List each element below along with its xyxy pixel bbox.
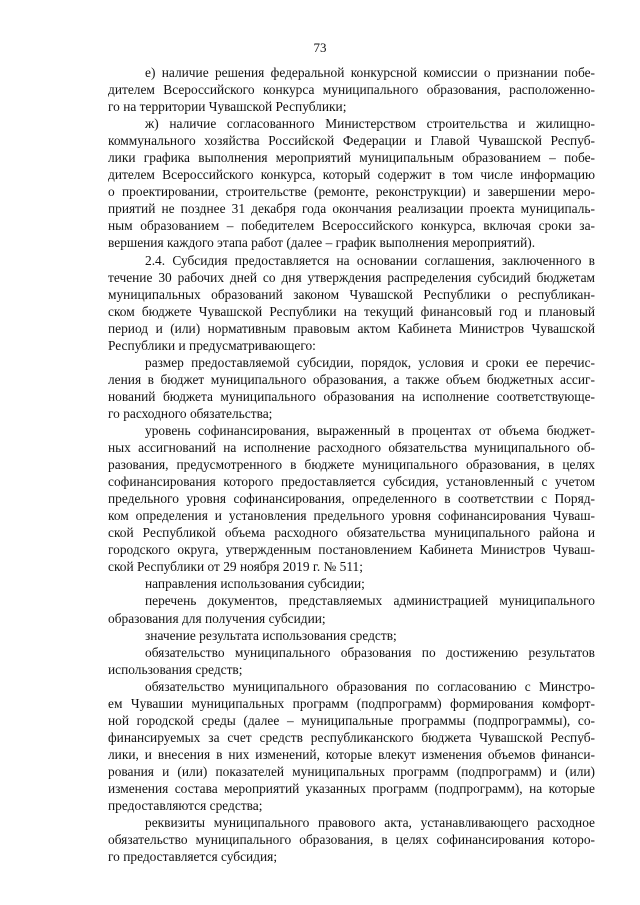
text-line: рования и (или) показателей муниципальных программ (подпрограмм) и (или) (108, 763, 595, 779)
paragraph-e (108, 64, 595, 115)
text-line: перечень документов, представляемых администрацией муниципального (145, 593, 595, 609)
text-line: обязательство муниципального образования, в целях софинансирования которо- (108, 832, 595, 848)
text-line: направления использования субсидии; (145, 576, 365, 592)
paragraph-usage-directions (108, 575, 595, 592)
text-line: размер предоставляемой субсидии, порядок, условия и сроки ее перечис- (145, 354, 595, 370)
text-line: предоставляются средства; (108, 798, 263, 814)
paragraph-requisites (108, 814, 595, 865)
text-line: коммунального хозяйства Российской Федерации и Главой Чувашской Респуб- (108, 133, 595, 149)
text-line: городского округа, утвержденным постановлением Кабинета Министров Чуваш- (108, 542, 595, 558)
text-line: приятий не позднее 31 декабря года окончания реализации проекта муниципаль- (108, 201, 595, 217)
text-line: ным образованием – победителем Всероссийского конкурса, включая сроки за- (108, 218, 595, 234)
text-line: ж) наличие согласованного Министерством строительства и жилищно- (145, 116, 595, 132)
text-line: разования, предусмотренного в бюджете муниципального образования, в целях (108, 457, 595, 473)
text-line: реквизиты муниципального правового акта, устанавливающего расходное (145, 815, 595, 831)
paragraph-2-4 (108, 252, 595, 354)
text-line: го на территории Чувашской Республики; (108, 99, 347, 115)
page-number: 73 (313, 40, 327, 55)
text-line: течение 30 рабочих дней со дня утверждения распределения субсидий бюджетам (108, 269, 595, 285)
text-line: предельного уровня софинансирования, определенного в соответствии с Поряд- (108, 491, 595, 507)
text-line: нований бюджета муниципального образования на исполнение соответствующе- (108, 388, 595, 404)
text-line: ком определения и установления предельного уровня софинансирования Чуваш- (108, 508, 595, 524)
text-line: Республики и предусматривающего: (108, 337, 316, 353)
text-line: е) наличие решения федеральной конкурсной комиссии о признании побе- (145, 65, 595, 80)
text-line: ной городской среды (далее – муниципальные программы (подпрограммы), со- (108, 712, 595, 728)
text-line: ской Республики от 29 ноября 2019 г. № 511; (108, 559, 363, 575)
text-line: дителем Всероссийского конкурса муниципального образования, расположенно- (108, 82, 595, 98)
text-line: изменения состава мероприятий указанных программ (подпрограмм), на которые (108, 780, 595, 796)
text-line: обязательство муниципального образования по согласованию с Минстро- (145, 678, 595, 694)
paragraph-cofinancing-level (108, 422, 595, 575)
text-line: лики, и внесения в них изменений, которые влекут изменения объемов финанси- (108, 746, 595, 762)
text-line: ском бюджете Чувашской Республики на текущий финансовый год и плановый (108, 303, 595, 319)
text-line: софинансирования которого предоставляется субсидия, установленный с учетом (108, 474, 595, 490)
text-line: 2.4. Субсидия предоставляется на основании соглашения, заключенного в (145, 252, 595, 268)
paragraph-obligation-results (108, 644, 595, 678)
text-line: вершения каждого этапа работ (далее – график выполнения мероприятий). (108, 235, 536, 251)
text-line: муниципальных образований законом Чувашской Республики о республикан- (108, 286, 595, 302)
paragraph-result-value (108, 627, 595, 644)
text-line: лики графика выполнения мероприятий муниципальным образованием – побе- (108, 150, 595, 166)
text-line: финансируемых за счет средств республиканского бюджета Чувашской Респуб- (108, 729, 595, 745)
text-line: ем Чувашии муниципальных программ (подпрограмм) формирования комфорт- (108, 695, 595, 711)
text-line: обязательство муниципального образования по достижению результатов (145, 644, 595, 660)
text-line: го предоставляется субсидия; (108, 849, 278, 865)
text-line: уровень софинансирования, выраженный в процентах от объема бюджет- (145, 422, 595, 438)
text-line: период и (или) нормативным правовым актом Кабинета Министров Чувашской (108, 320, 595, 336)
paragraph-subsidy-size (108, 354, 595, 422)
text-line: го расходного обязательства; (108, 405, 273, 421)
text-line: ления в бюджет муниципального образования, а также объем бюджетных ассиг- (108, 371, 595, 387)
paragraph-zh (108, 115, 595, 251)
text-line: значение результата использования средств; (145, 627, 397, 643)
text-line: ской Республикой объема расходного обязательства муниципального района и (108, 525, 595, 541)
text-line: о проектировании, строительстве (ремонте, реконструкции) и завершении меро- (108, 184, 595, 200)
text-line: использования средств; (108, 661, 243, 677)
paragraph-documents-list (108, 592, 595, 626)
document-body (108, 64, 595, 865)
text-line: ных ассигнований на исполнение расходного обязательства муниципального об- (108, 440, 595, 456)
text-line: образования для получения субсидии; (108, 610, 326, 626)
paragraph-obligation-approval (108, 678, 595, 814)
text-line: дителем Всероссийского конкурса, который содержит в том числе информацию (108, 167, 595, 183)
